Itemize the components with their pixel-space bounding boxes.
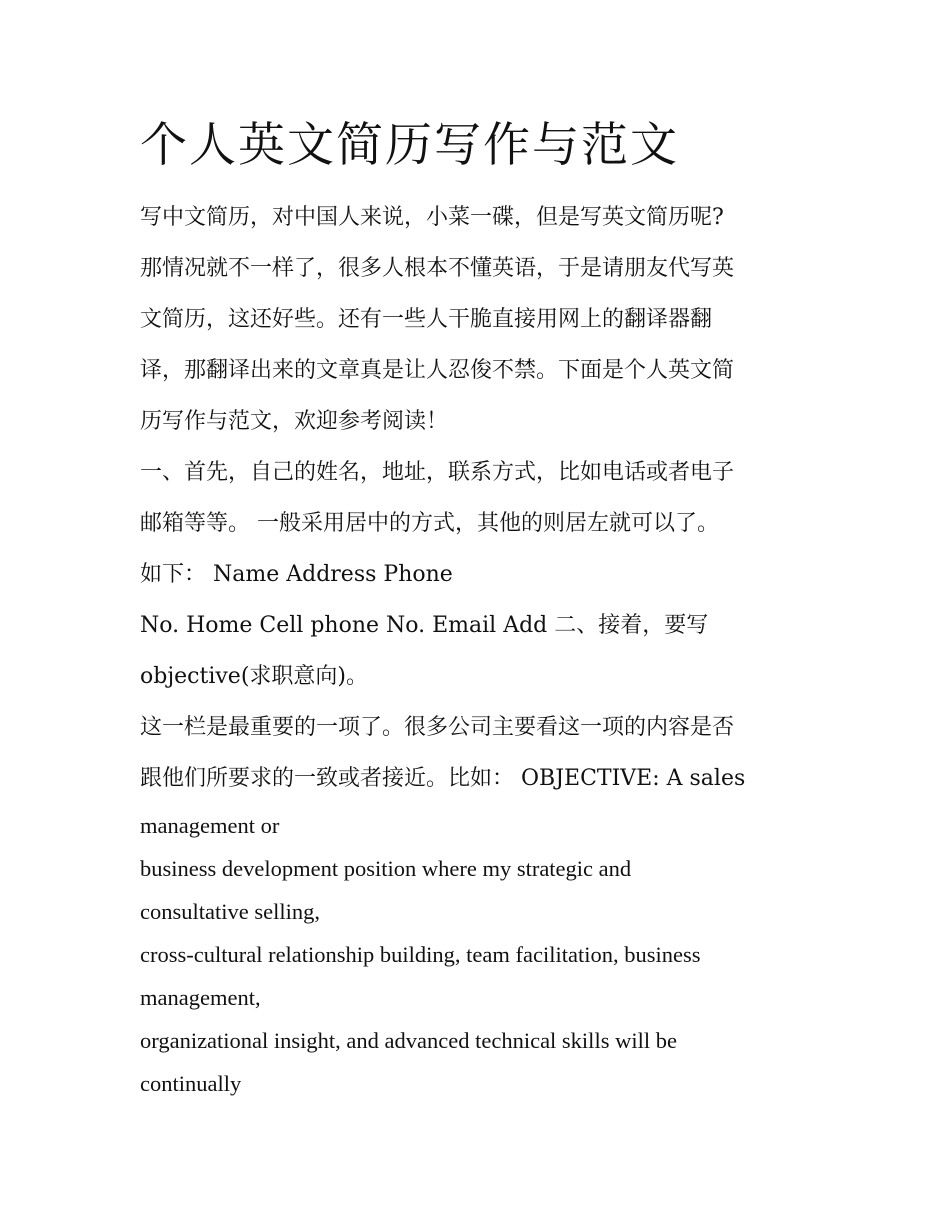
text-line: 跟他们所要求的一致或者接近。比如： OBJECTIVE: A sales [140,766,746,791]
text-line: organizational insight, and advanced technical skills will be [140,1028,677,1053]
text-line: 译，那翻译出来的文章真是让人忍俊不禁。下面是个人英文简 [140,358,735,383]
intro-paragraph [140,192,820,447]
document-body [140,112,820,1105]
text-line: 那情况就不一样了，很多人根本不懂英语，于是请朋友代写英 [140,256,735,281]
text-line: 写中文简历，对中国人来说，小菜一碟，但是写英文简历呢? [140,205,724,230]
document-title: 个人英文简历写作与范文 [140,118,679,173]
text-line: objective(求职意向)。 [140,664,368,689]
text-line: 历写作与范文，欢迎参考阅读！ [140,409,449,434]
text-line: 如下： Name Address Phone [140,562,453,587]
section-two-paragraph [140,702,820,804]
text-line: 邮箱等等。 一般采用居中的方式，其他的则居左就可以了。 [140,511,719,536]
section-one-paragraph [140,447,820,702]
text-line: business development position where my strategic and [140,856,632,881]
text-line: No. Home Cell phone No. Email Add 二、接着，要写 [140,613,709,638]
text-line: 这一栏是最重要的一项了。很多公司主要看这一项的内容是否 [140,715,735,740]
text-line: 文简历，这还好些。还有一些人干脆直接用网上的翻译器翻 [140,307,713,332]
text-line: management, [140,985,261,1010]
objective-example-text [140,804,820,1105]
text-line: management or [140,813,280,838]
text-line: cross-cultural relationship building, team facilitation, business [140,942,701,967]
text-line: 一、首先，自己的姓名，地址，联系方式，比如电话或者电子 [140,460,735,485]
text-line: continually [140,1071,242,1096]
text-line: consultative selling, [140,899,320,924]
